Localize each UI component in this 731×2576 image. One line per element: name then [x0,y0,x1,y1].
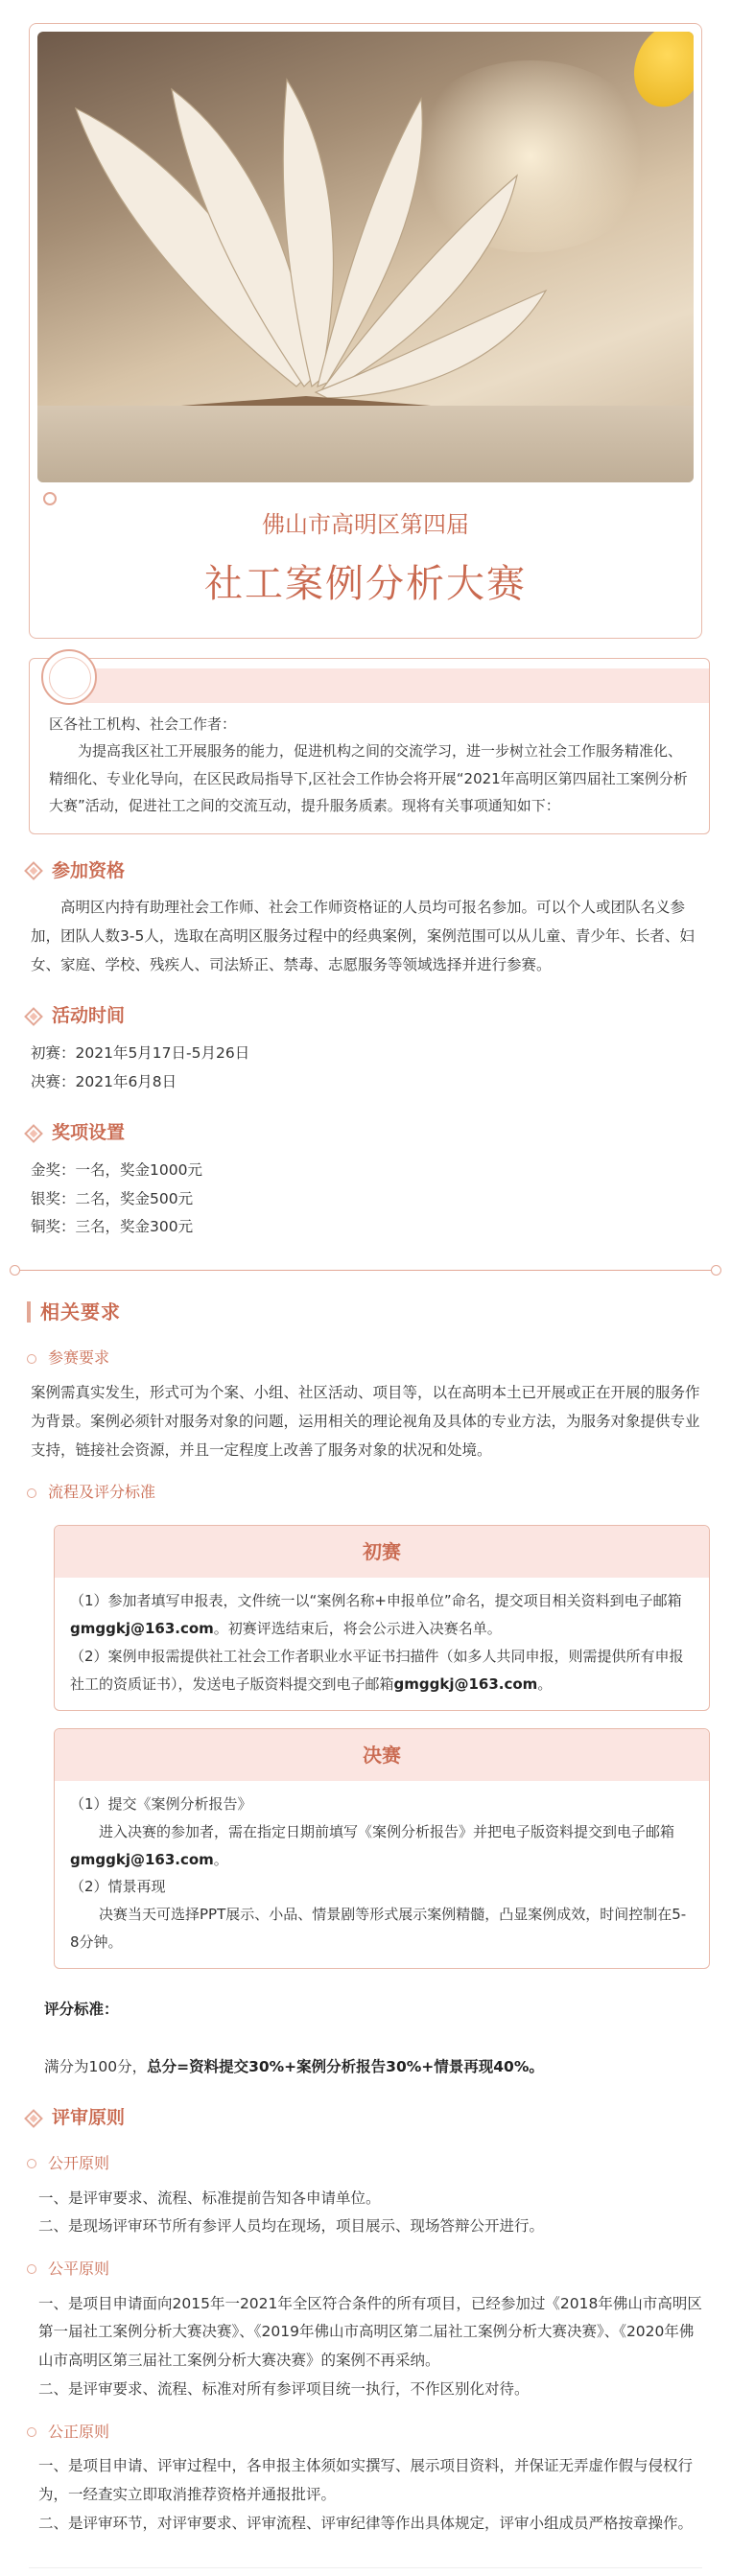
diamond-icon [24,1007,43,1026]
award-item: 银奖：二名，奖金500元 [31,1189,194,1207]
diamond-icon [24,861,43,880]
cover-title: 社工案例分析大赛 [204,561,527,606]
schedule-item: 决赛：2021年6月8日 [31,1072,177,1090]
principle-item: 二、是评审环节，对评审要求、评审流程、评审纪律等作出具体规定，评审小组成员严格按章操作。 [38,2514,694,2532]
intro-greeting: 区各社工机构、社会工作者： [49,714,237,733]
section-principles [27,2100,704,2135]
requirements-title: 相关要求 [40,1300,121,1323]
hero-book-image [37,32,694,482]
final-card [54,1728,710,1969]
section-title: 奖项设置 [52,1122,126,1144]
cover-card [29,23,702,639]
intro-card [29,658,710,834]
just-principle-heading: 公正原则 [27,2418,704,2447]
article-page [0,23,731,2576]
email-link: gmggkj@163.com [70,1620,214,1638]
principle-item: 二、是评审要求、流程、标准对所有参评项目统一执行，不作区别化对待。 [38,2379,530,2398]
scoring-label: 评分标准： [44,2000,119,2018]
entry-requirements-heading: 参赛要求 [27,1344,704,1373]
prelim-card [54,1525,710,1711]
final-title: 决赛 [55,1729,709,1781]
open-book-icon [57,70,555,434]
prelim-title: 初赛 [55,1526,709,1578]
circle-bullet-icon [27,2159,36,2168]
circle-bullet-icon [27,2264,36,2274]
email-link: gmggkj@163.com [393,1674,538,1693]
circle-bullet-icon [27,2427,36,2437]
section-awards [27,1115,704,1242]
final-step-2-body: 决赛当天可选择PPT展示、小品、情景剧等形式展示案例精髓，凸显案例成效，时间控制在5-8分钟。 [70,1906,687,1952]
circle-bullet-icon [27,1488,36,1498]
final-step-1: （1）提交《案例分析报告》 [70,1795,252,1814]
section-eligibility [27,854,704,980]
process-heading: 流程及评分标准 [27,1478,704,1508]
diamond-icon [24,2109,43,2128]
final-step-2: （2）情景再现 [70,1878,166,1896]
principle-item: 一、是项目申请、评审过程中，各申报主体须如实撰写、展示项目资料，并保证无弄虚作假与侵权行为，一经查实立即取消推荐资格并通报批评。 [38,2457,694,2504]
prelim-step-2: （2）案例申报需提供社工社会工作者职业水平证书扫描件（如多人共同申报，则需提供所有申报社工的资质证书），发送电子版资料提交到电子邮箱gmggkj@163.com。 [70,1648,684,1693]
diamond-icon [24,1124,43,1143]
scoring-text: 满分为100分，总分=资料提交30%+案例分析报告30%+情景再现40%。 [44,2057,544,2075]
cover-ring-decoration [43,492,57,505]
requirements-heading [27,1294,704,1330]
email-link: gmggkj@163.com [70,1850,214,1868]
prelim-step-1: （1）参加者填写申报表，文件统一以“案例名称+申报单位”命名，提交项目相关资料到电子邮箱gmggkj@163.com。初赛评选结束后，将会公示进入决赛名单。 [70,1592,682,1638]
schedule-item: 初赛：2021年5月17日-5月26日 [31,1043,250,1062]
intro-circle-decoration [41,649,97,705]
award-item: 金奖：一名，奖金1000元 [31,1160,202,1179]
section-title: 评审原则 [52,2107,126,2129]
section-title: 活动时间 [52,1005,126,1027]
award-item: 铜奖：三名，奖金300元 [31,1218,194,1236]
principle-item: 二、是现场评审环节所有参评人员均在现场，项目展示、现场答辩公开进行。 [38,2217,545,2236]
intro-header-bar [68,668,709,703]
principle-item: 一、是项目申请面向2015年一2021年全区符合条件的所有项目，已经参加过《2018年佛山市高明区第一届社工案例分析大赛决赛》、《2019年佛山市高明区第二届社工案例分析大赛决赛》、《2020年佛山市高明区第三届社工案例分析大赛决赛》的案例不再采纳。 [38,2294,702,2370]
section-title: 参加资格 [52,859,126,881]
entry-requirements-body: 案例需真实发生，形式可为个案、小组、社区活动、项目等，以在高明本土已开展或正在开展的服务作为背景。案例必须针对服务对象的问题，运用相关的理论视角及具体的专业方法，为服务对象提供专业支持，链接社会资源，并且一定程度上改善了服务对象的状况和处境。 [31,1384,700,1459]
fair-principle-heading: 公平原则 [27,2255,704,2284]
eligibility-body: 高明区内持有助理社会工作师、社会工作师资格证的人员均可报名参加。可以个人或团队名义参加，团队人数3-5人，选取在高明区服务过程中的经典案例，案例范围可以从儿童、青少年、长者、妇女、家庭、学校、残疾人、司法矫正、禁毒、志愿服务等领域选择并进行参赛。 [31,899,695,973]
footer-rule [29,2567,702,2568]
section-divider [10,1265,721,1276]
open-principle-heading: 公开原则 [27,2149,704,2179]
final-step-1-body: 进入决赛的参加者，需在指定日期前填写《案例分析报告》并把电子版资料提交到电子邮箱gmggkj@163.com。 [70,1822,675,1868]
circle-bullet-icon [27,1354,36,1364]
cover-subtitle: 佛山市高明区第四届 [262,511,469,538]
section-schedule [27,998,704,1096]
principle-item: 一、是评审要求、流程、标准提前告知各申请单位。 [38,2189,381,2207]
intro-body: 为提高我区社工开展服务的能力，促进机构之间的交流学习，进一步树立社会工作服务精准化、精细化、专业化导向，在区民政局指导下,区社会工作协会将开展“2021年高明区第四届社工案例分析大赛”活动，促进社工之间的交流互动，提升服务质素。现将有关事项通知如下： [49,742,688,815]
